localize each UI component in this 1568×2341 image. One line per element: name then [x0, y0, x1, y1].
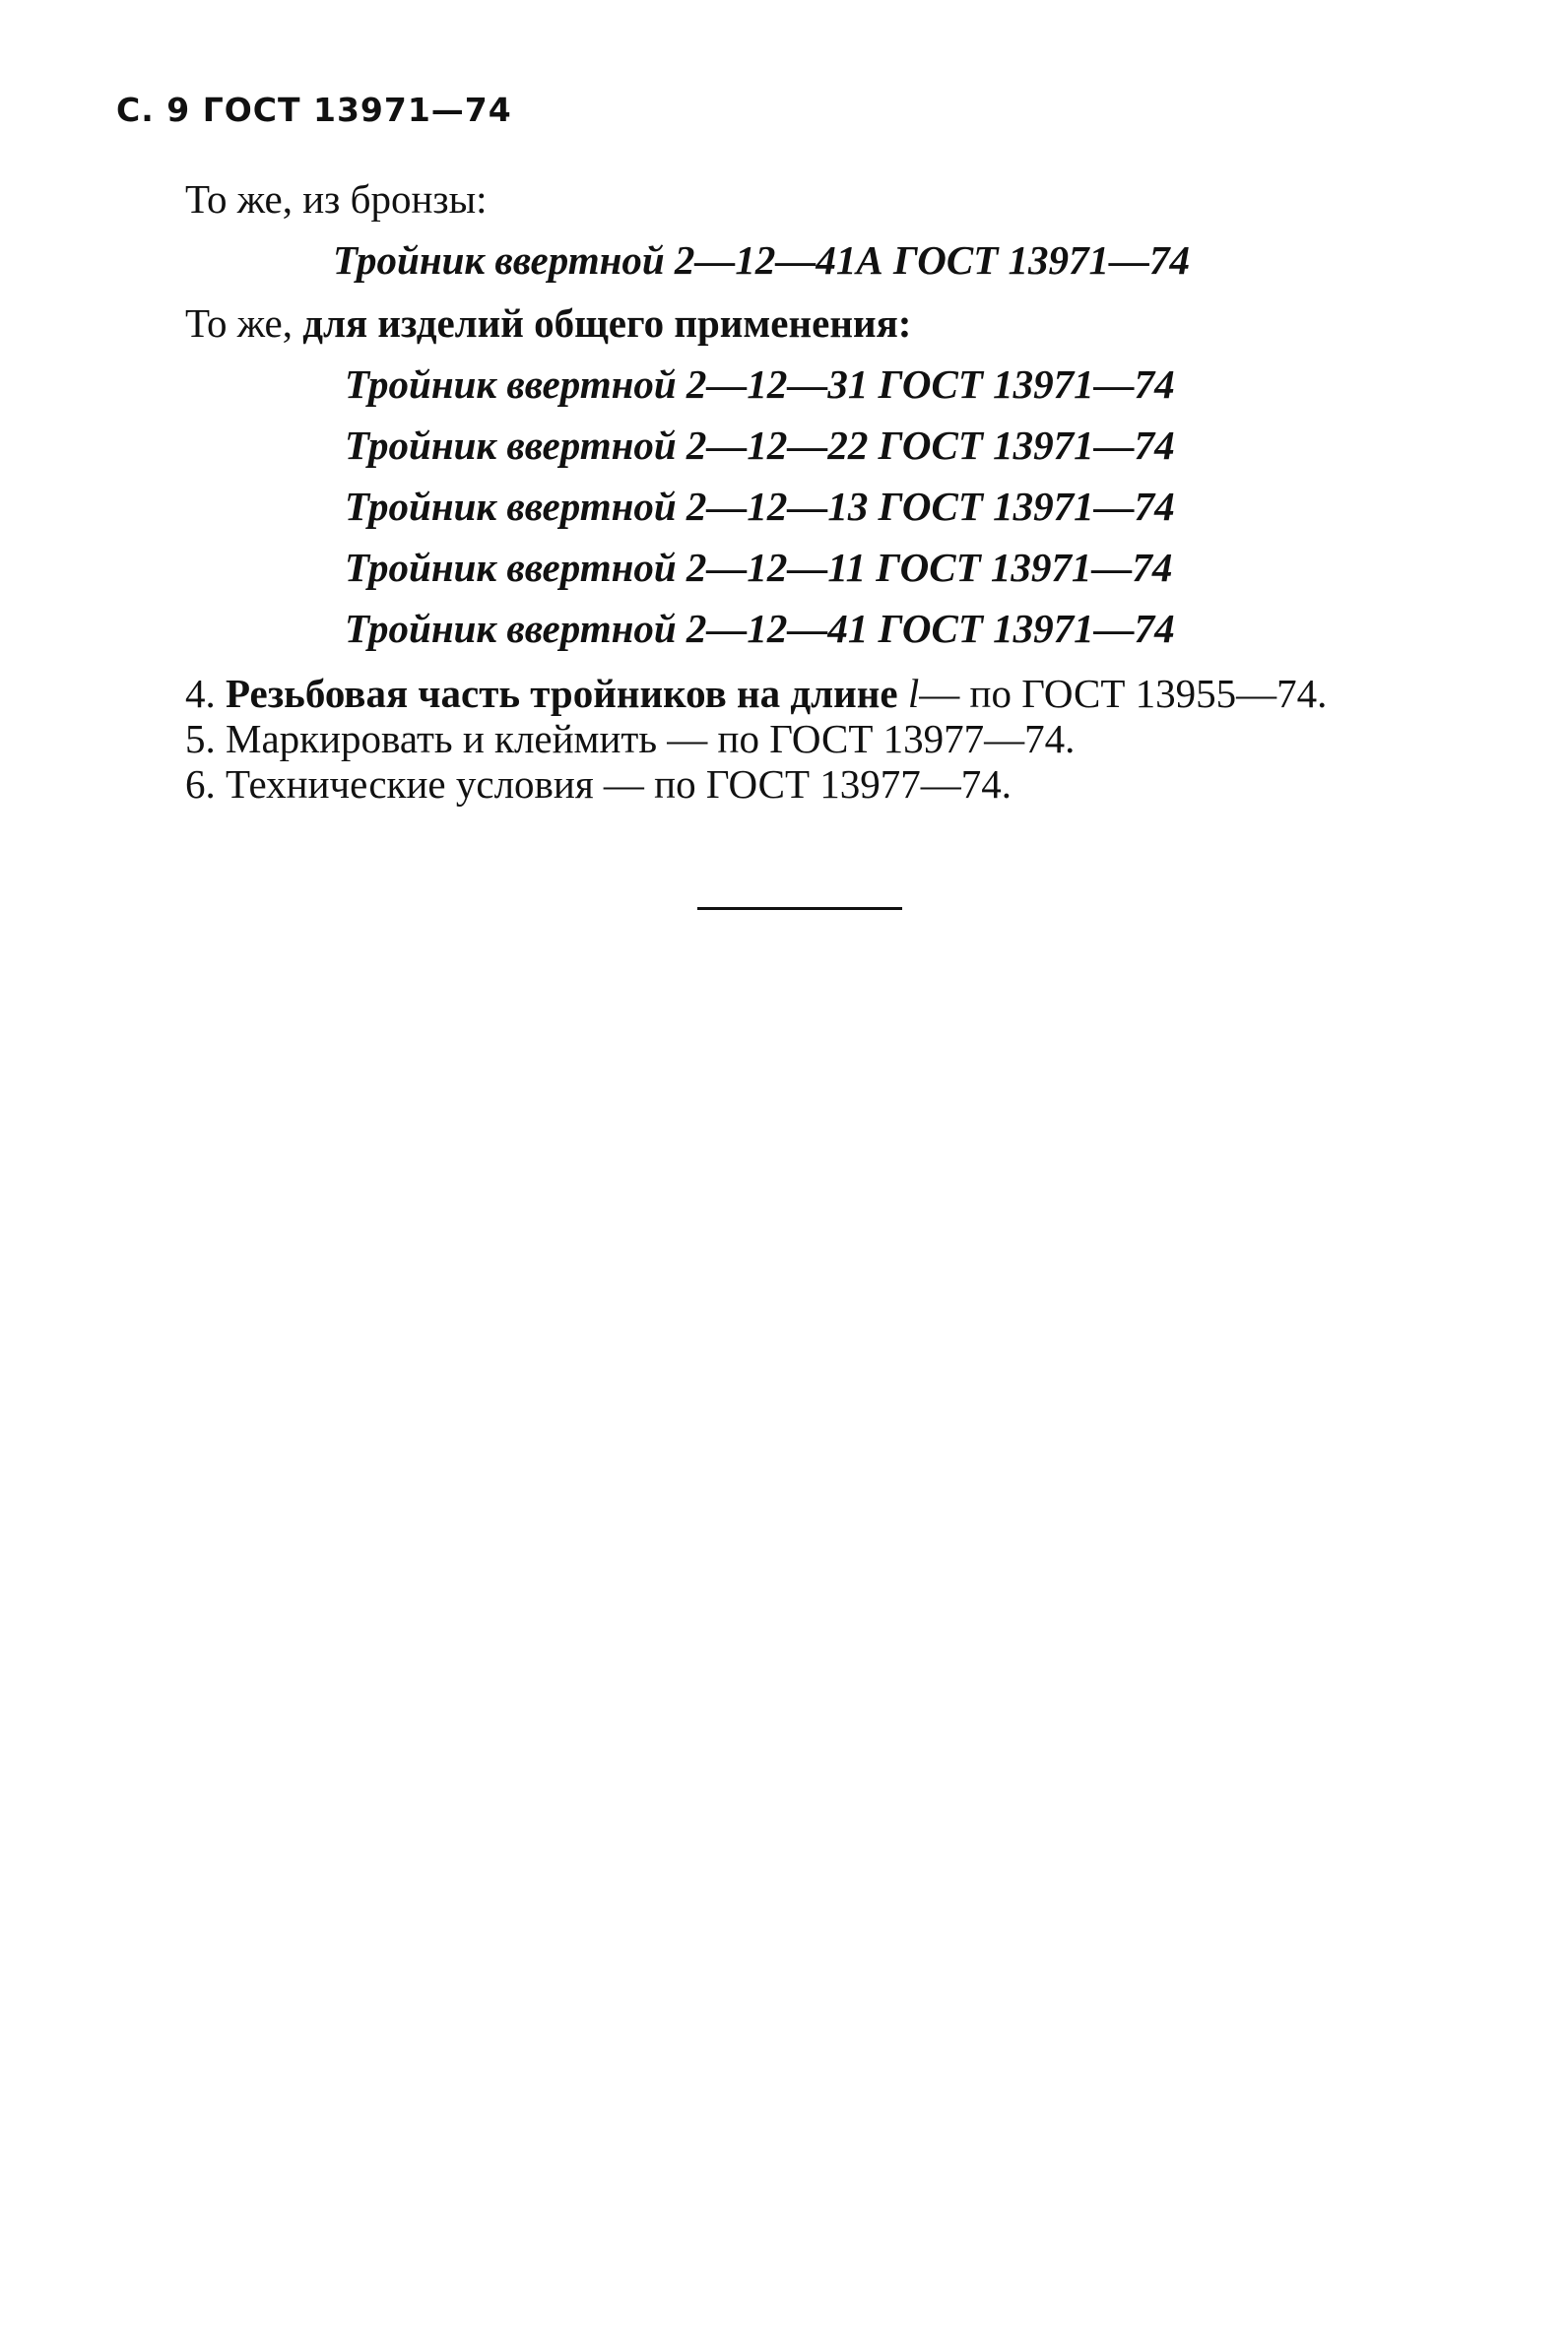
designation-line: Тройник ввертной 2—12—13 ГОСТ 13971—74 — [345, 484, 1175, 529]
item-text: Резьбовая часть тройников на длине — [226, 671, 908, 716]
designation-line: Тройник ввертной 2—12—11 ГОСТ 13971—74 — [345, 545, 1173, 590]
list-item-6 — [185, 761, 1013, 807]
length-symbol: l — [907, 671, 920, 716]
item-number: 5. — [185, 716, 216, 761]
designation-line: Тройник ввертной 2—12—41 ГОСТ 13971—74 — [345, 606, 1175, 651]
item-tail: — по ГОСТ 13955—74. — [919, 671, 1328, 716]
item-number: 6. — [185, 761, 216, 807]
general-intro — [185, 300, 912, 346]
item-number: 4. — [185, 671, 216, 716]
designation-line: Тройник ввертной 2—12—31 ГОСТ 13971—74 — [345, 361, 1175, 407]
page-header: С. 9 ГОСТ 13971—74 — [116, 91, 512, 129]
designation-line: Тройник ввертной 2—12—22 ГОСТ 13971—74 — [345, 423, 1175, 468]
list-item-4 — [185, 671, 1328, 716]
general-intro-bold: для изделий общего применения: — [302, 300, 912, 346]
end-rule — [697, 907, 902, 910]
general-intro-prefix: То же, — [185, 300, 303, 346]
bronze-designation: Тройник ввертной 2—12—41А ГОСТ 13971—74 — [333, 237, 1190, 283]
list-item-5 — [185, 716, 1076, 761]
item-text: Технические условия — по ГОСТ 13977—74. — [226, 761, 1013, 807]
item-text: Маркировать и клеймить — по ГОСТ 13977—74. — [226, 716, 1076, 761]
bronze-intro: То же, из бронзы: — [185, 176, 488, 222]
